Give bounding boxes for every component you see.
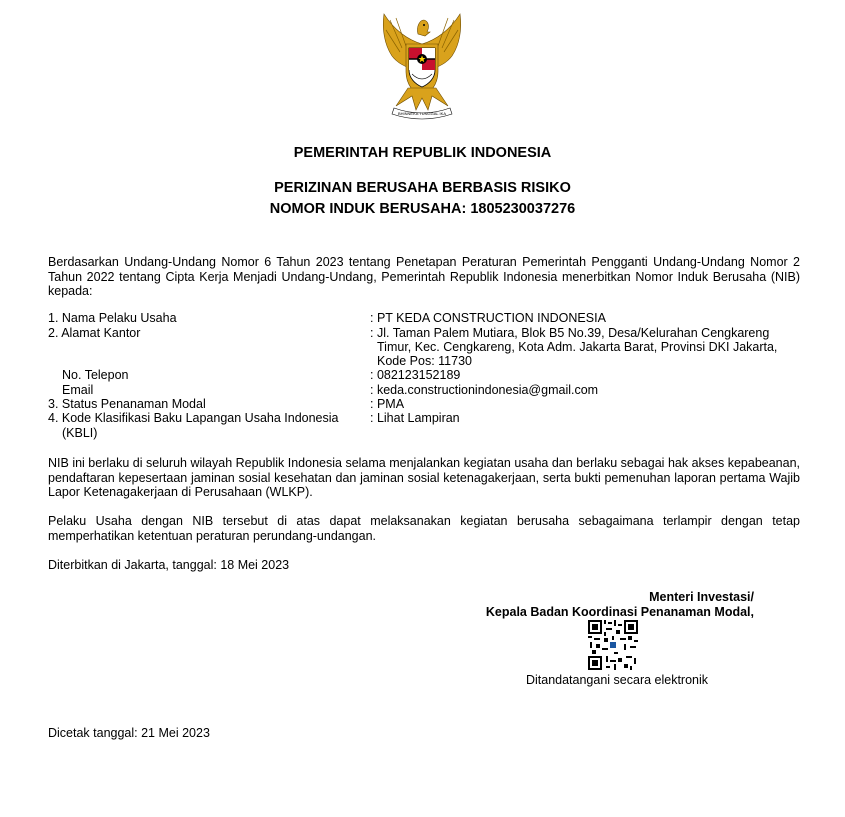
government-heading: PEMERINTAH REPUBLIK INDONESIA [293,145,552,161]
field-label: 2. Alamat Kantor [48,326,141,340]
field-value: Kode Pos: 11730 [377,354,472,368]
field-value: : 082123152189 [370,368,461,382]
field-row-email [48,383,800,398]
electronic-signature-note: Ditandatangani secara elektronik [525,673,709,687]
field-value: Timur, Kec. Cengkareng, Kota Adm. Jakarta Barat, Provinsi DKI Jakarta, [377,340,778,354]
issued-date: Diterbitkan di Jakarta, tanggal: 18 Mei 2023 [48,558,290,572]
field-row-kbli [48,411,800,426]
field-label: Email [62,383,94,397]
signatory-title-1: Menteri Investasi/ [649,590,754,604]
field-row-nama [48,311,800,326]
field-row-alamat-2 [48,340,800,355]
qr-code-icon [588,620,638,670]
field-row-alamat-3 [48,354,800,369]
intro-paragraph: Berdasarkan Undang-Undang Nomor 6 Tahun 2023 tentang Penetapan Peraturan Pemerintah Pengganti Undang-Undang Nomor 2 Tahun 2022 tentang Cipta Kerja Menjadi Undang-Undang, Pemerintah Republik Indonesia menerbitkan Nomor Induk Berusaha (NIB) kepada: [48,255,800,299]
nib-number: NOMOR INDUK BERUSAHA: 1805230037276 [269,201,576,217]
field-value: : keda.constructionindonesia@gmail.com [370,383,599,397]
field-label: (KBLI) [62,426,98,440]
field-label: 1. Nama Pelaku Usaha [48,311,177,325]
field-value: : Jl. Taman Palem Mutiara, Blok B5 No.39, Desa/Kelurahan Cengkareng [370,326,770,340]
field-label: 4. Kode Klasifikasi Baku Lapangan Usaha Indonesia [48,411,339,425]
signatory-title-2: Kepala Badan Koordinasi Penanaman Modal, [485,605,754,619]
motto-text: BHINNEKA TUNGGAL IKA [397,111,447,116]
field-label: No. Telepon [62,368,129,382]
garuda-pancasila-emblem [372,10,472,122]
field-value: : PMA [370,397,405,411]
field-row-status [48,397,800,412]
field-row-kbli-2 [48,426,800,441]
field-row-telepon [48,368,800,383]
validity-paragraph: NIB ini berlaku di seluruh wilayah Republik Indonesia selama menjalankan kegiatan usaha dan berlaku sebagai hak akses kepabeanan, pendaftaran kepesertaan jaminan sosial kesehatan dan jaminan sosial ketenagakerjaan, serta bukti pemenuhan laporan pertama Wajib Lapor Ketenagakerjaan di Perusahaan (WLKP). [48,456,800,500]
field-value: : Lihat Lampiran [370,411,460,425]
field-label: 3. Status Penanaman Modal [48,397,206,411]
field-value: : PT KEDA CONSTRUCTION INDONESIA [370,311,606,325]
compliance-paragraph: Pelaku Usaha dengan NIB tersebut di atas dapat melaksanakan kegiatan berusaha sebagaimana terlampir dengan tetap memperhatikan ketentuan peraturan perundang-undangan. [48,514,800,543]
document-title: PERIZINAN BERUSAHA BERBASIS RISIKO [274,180,571,196]
field-row-alamat [48,326,800,341]
printed-date: Dicetak tanggal: 21 Mei 2023 [48,726,210,740]
